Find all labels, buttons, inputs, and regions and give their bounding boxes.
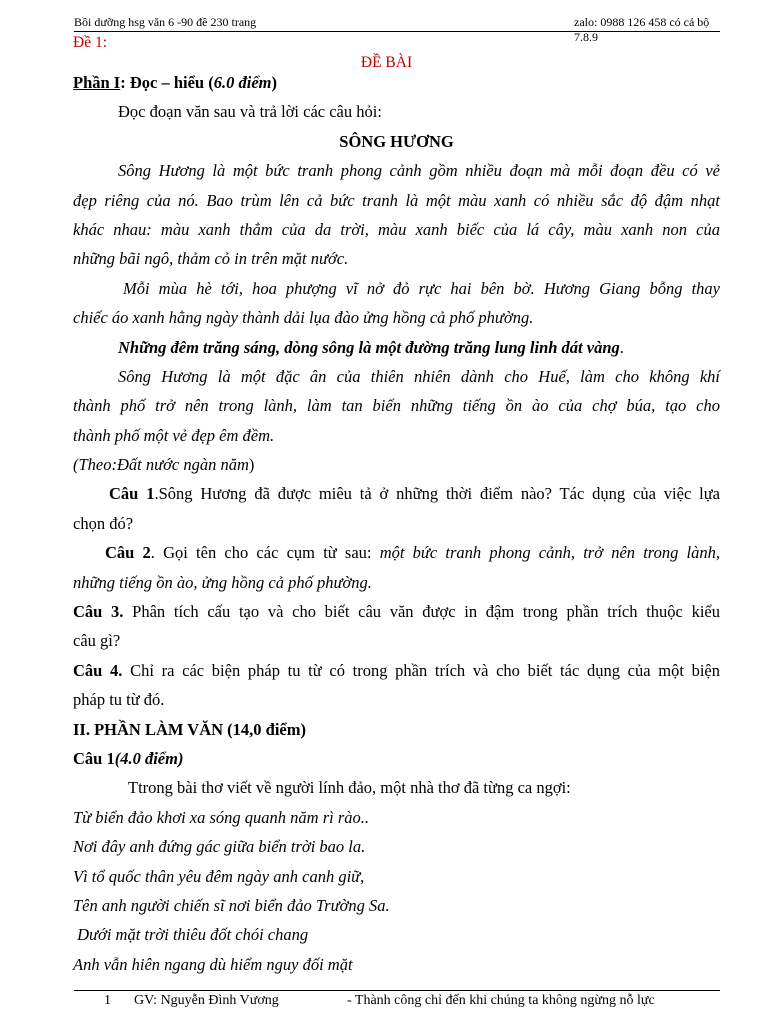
question-2-text: . Gọi tên cho các cụm từ sau:: [150, 543, 380, 563]
poem-line: Anh vẫn hiên ngang dù hiểm nguy đối mặt: [73, 954, 353, 974]
question-4-cont: pháp tu từ đó.: [73, 690, 165, 710]
bold-sentence-period: .: [619, 337, 624, 357]
part1-heading-text: : Đọc – hiểu (: [120, 73, 214, 92]
bold-sentence-text: Những đêm trăng sáng, dòng sông là một đường trăng lung linh dát vàng: [118, 337, 620, 357]
passage-line: đẹp riêng của nó. Bao trùm lên cả bức tranh là một màu xanh có nhiều sắc độ đậm nhạt: [73, 190, 720, 210]
exam-number-label: Đề 1:: [73, 34, 108, 51]
poem-line: Vì tổ quốc thân yêu đêm ngày anh canh giữ,: [73, 866, 365, 886]
question-1-cont: chọn đó?: [73, 513, 134, 533]
part1-heading: [73, 68, 720, 97]
poem-line: Từ biển đảo khơi xa sóng quanh năm rì rào..: [73, 807, 370, 827]
passage-source: [73, 450, 720, 479]
passage-line: chiếc áo xanh hằng ngày thành dải lụa đào ửng hồng cả phố phường.: [73, 308, 534, 328]
passage-line: những bãi ngô, thảm cỏ in trên mặt nước.: [73, 249, 349, 269]
question-4-label: Câu 4.: [73, 660, 123, 680]
question-2-cont: những tiếng ồn ào, ửng hồng cả phố phường.: [73, 572, 372, 592]
question-1-label: Câu 1: [109, 484, 155, 504]
poem-line: Nơi đây anh đứng gác giữa biển trời bao la.: [73, 837, 366, 857]
question-1: [73, 479, 720, 508]
header-right-text: zalo: 0988 126 458 có cả bộ 7.8.9: [574, 15, 710, 44]
part2-question-1: [73, 744, 720, 773]
passage-line: Sông Hương là một bức tranh phong cảnh gồm nhiều đoạn mà mỗi đoạn đều có vẻ: [118, 161, 720, 181]
header-left-text: Bồi dưỡng hsg văn 6 -90 đề 230 trang: [74, 15, 257, 29]
part2-heading: II. PHẦN LÀM VĂN (14,0 điểm): [73, 719, 306, 739]
passage-line: Mỗi mùa hè tới, hoa phượng vĩ nở đỏ rực hai bên bờ. Hương Giang bỗng thay: [123, 278, 720, 298]
poem-line: Dưới mặt trời thiêu đốt chói chang: [73, 925, 309, 945]
passage-title: SÔNG HƯƠNG: [339, 131, 454, 151]
part2-q1-points: (4.0 điểm): [114, 748, 184, 768]
question-4-text: Chỉ ra các biện pháp tu từ có trong phần trích và cho biết tác dụng của một biện: [122, 660, 720, 680]
question-2: [73, 538, 720, 567]
question-4: [73, 656, 720, 685]
question-2-label: Câu 2: [105, 543, 151, 563]
part1-label: Phần I: [73, 73, 121, 92]
bold-sentence: [73, 333, 720, 362]
passage-line: thành phố trở nên trong lành, làm tan biến những tiếng ồn ào của chợ búa, tạo cho: [73, 396, 720, 416]
source-open: (: [73, 455, 79, 475]
question-3-text: Phân tích cấu tạo và cho biết câu văn được in đậm trong phần trích thuộc kiểu: [123, 602, 720, 622]
poem-line: Tên anh người chiến sĩ nơi biển đảo Trường Sa.: [73, 895, 390, 915]
reading-instruction: Đọc đoạn văn sau và trả lời các câu hỏi:: [118, 102, 382, 122]
source-text: Theo:Đất nước ngàn năm: [78, 455, 249, 475]
poem-intro: Ttrong bài thơ viết về người lính đảo, một nhà thơ đã từng ca ngợi:: [128, 778, 571, 798]
footer-teacher: GV: Nguyễn Đình Vương: [134, 993, 279, 1008]
question-3: [73, 597, 720, 626]
page-number: 1: [104, 993, 111, 1008]
footer-motto: - Thành công chỉ đến khi chúng ta không ngừng nỗ lực: [347, 993, 655, 1008]
passage-line: Sông Hương là một đặc ân của thiên nhiên dành cho Huế, làm cho không khí: [118, 366, 720, 386]
passage-line: khác nhau: màu xanh thẳm của da trời, màu xanh biếc của lá cây, màu xanh non của: [73, 219, 720, 239]
passage-line: thành phố một vẻ đẹp êm đềm.: [73, 425, 275, 445]
question-3-cont: câu gì?: [73, 631, 121, 651]
page-footer: [74, 990, 720, 1013]
question-2-italic: một bức tranh phong cảnh, trở nên trong lành,: [379, 543, 721, 563]
question-1-text: .Sông Hương đã được miêu tả ở những thời điểm nào? Tác dụng của việc lựa: [154, 484, 720, 504]
document-body: [73, 68, 720, 979]
part1-close: ): [271, 73, 277, 92]
question-3-label: Câu 3.: [73, 602, 124, 622]
part2-q1-label: Câu 1: [73, 748, 115, 768]
source-close: ): [248, 455, 255, 475]
part1-points: 6.0 điểm: [213, 73, 272, 92]
exam-title: ĐỀ BÀI: [360, 54, 413, 71]
